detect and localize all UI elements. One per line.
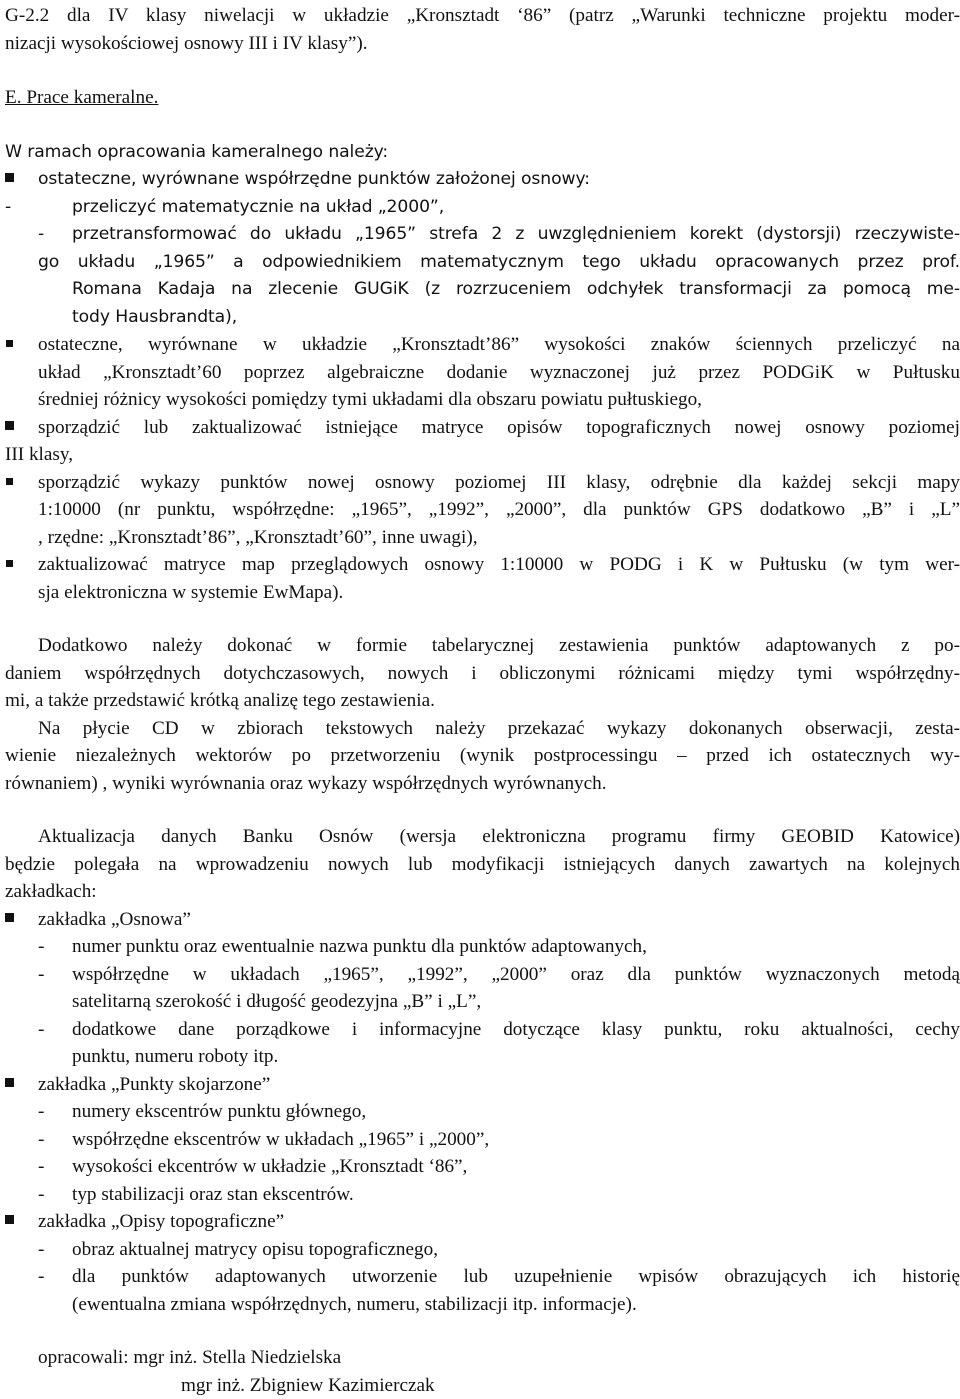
dash-text-line: Romana Kadaja na zlecenie GUGiK (z rozrzuceniem odchyłek transformacji za pomocą me-: [38, 276, 960, 304]
bullet-item: [5, 331, 960, 359]
dash-glyph: -: [5, 194, 11, 222]
dash-glyph: -: [38, 1153, 44, 1181]
dash-text-line: współrzędne w układach „1965”, „1992”, „2000” oraz dla punktów wyznaczonych metodą: [72, 961, 960, 989]
bullet-item: [5, 166, 960, 194]
intro-line-1: G-2.2 dla IV klasy niwelacji w układzie „Kronsztadt ‘86” (patrz „Warunki techniczne projektu moder-: [5, 2, 960, 30]
dash-text-line: dodatkowe dane porządkowe i informacyjne dotyczące klasy punktu, roku aktualności, cechy: [72, 1016, 960, 1044]
bullet-text-line: zaktualizować matryce map przeglądowych osnowy 1:10000 w PODG i K w Pułtusku (w tym wer-: [38, 551, 960, 579]
tab-item-punkty-skojarzone: [5, 1071, 960, 1099]
kameralne-lead: W ramach opracowania kameralnego należy:: [5, 139, 960, 167]
dash-item: [5, 1263, 960, 1318]
bullet-item: [5, 469, 960, 552]
square-bullet-icon: [5, 1078, 14, 1087]
square-bullet-icon: [5, 421, 14, 430]
dash-text: numery ekscentrów punktu głównego,: [72, 1101, 366, 1122]
dash-text-line: satelitarną szerokość i długość geodezyjna „B” i „L”,: [72, 988, 960, 1016]
dash-text: współrzędne ekscentrów w układach „1965” i „2000”,: [72, 1129, 489, 1150]
paragraph-line: mi, a także przedstawić krótką analizę tego zestawienia.: [5, 687, 960, 715]
signature-line-2: mgr inż. Zbigniew Kazimierczak: [5, 1372, 960, 1399]
bullet-text-line: układ „Kronsztadt’60 poprzez algebraiczne dodanie wyznaczonej już przez PODGiK w Pułtusku: [5, 359, 960, 387]
dash-text: obraz aktualnej matrycy opisu topograficznego,: [72, 1239, 438, 1260]
square-bullet-icon: [5, 913, 14, 922]
dash-text-line: punktu, numeru roboty itp.: [72, 1043, 960, 1071]
bullet-text-line: ostateczne, wyrównane w układzie „Kronsztadt’86” wysokości znaków ściennych przeliczyć na: [38, 331, 960, 359]
kameralne-block: [5, 139, 960, 332]
dash-glyph: -: [38, 1016, 44, 1044]
paragraph-line: zakładkach:: [5, 878, 960, 906]
bullet-text-line: sporządzić wykazy punktów nowej osnowy poziomej III klasy, odrębnie dla każdej sekcji mapy: [38, 469, 960, 497]
dash-item: [5, 194, 960, 222]
dash-text-line: tody Hausbrandta),: [38, 304, 960, 332]
dash-text: przeliczyć matematycznie na układ „2000”,: [72, 197, 444, 217]
dash-item: [5, 1126, 960, 1154]
tab-label: zakładka „Osnowa”: [38, 909, 191, 930]
square-bullet-icon: [5, 173, 14, 182]
tab-item-opisy-topograficzne: [5, 1208, 960, 1236]
dash-text-line: go układu „1965” a odpowiednikiem matematycznym tego układu opracowanych przez prof.: [38, 249, 960, 277]
tab-label: zakładka „Punkty skojarzone”: [38, 1074, 270, 1095]
dash-text-line: przetransformować do układu „1965” strefa 2 z uwzględnieniem korekt (dystorsji) rzeczywiste-: [72, 221, 960, 249]
dash-glyph: -: [38, 1098, 44, 1126]
bullet-text-line: III klasy,: [5, 441, 960, 469]
dash-glyph: -: [38, 933, 44, 961]
signature-line-1: opracowali: mgr inż. Stella Niedzielska: [5, 1344, 960, 1372]
dash-continuation: [5, 249, 960, 332]
paragraph-cd: [5, 715, 960, 798]
dash-item: [5, 1181, 960, 1209]
dash-text-line: (ewentualna zmiana współrzędnych, numeru, stabilizacji itp. informacje).: [72, 1291, 960, 1319]
bullet-text-line: 1:10000 (nr punktu, współrzędne: „1965”, „1992”, „2000”, dla punktów GPS dodatkowo „B” i „L”: [38, 496, 960, 524]
dash-glyph: -: [38, 221, 44, 249]
dash-text: typ stabilizacji oraz stan ekscentrów.: [72, 1184, 354, 1205]
bullet-item: [5, 414, 960, 469]
paragraph-line: Na płycie CD w zbiorach tekstowych należy przekazać wykazy dokonanych obserwacji, zesta-: [5, 715, 960, 743]
dash-glyph: -: [38, 1263, 44, 1291]
paragraph-line: wienie niezależnych wektorów po przetworzeniu (wynik postprocessingu – przed ich ostatecznych wy-: [5, 742, 960, 770]
document-page: [5, 2, 960, 1399]
bullet-continuation: [5, 359, 960, 414]
bullet-text-line: średniej różnicy wysokości pomiędzy tymi układami dla obszaru powiatu pułtuskiego,: [5, 386, 960, 414]
dash-item: [5, 933, 960, 961]
section-heading: [5, 84, 960, 112]
dash-item: [5, 1016, 960, 1071]
square-bullet-icon: [6, 560, 13, 567]
square-bullet-icon: [5, 1215, 14, 1224]
dash-item: [5, 1236, 960, 1264]
tab-item-osnowa: [5, 906, 960, 934]
dash-item: [5, 961, 960, 1016]
paragraph-line: daniem współrzędnych dotychczasowych, nowych i obliczonymi różnicami między tymi współrzędny-: [5, 660, 960, 688]
paragraph-line: Dodatkowo należy dokonać w formie tabelarycznej zestawienia punktów adaptowanych z po-: [5, 632, 960, 660]
bullet-text-line: sja elektroniczna w systemie EwMapa).: [38, 579, 960, 607]
dash-glyph: -: [38, 1236, 44, 1264]
dash-text: wysokości ekcentrów w układzie „Kronsztadt ‘86”,: [72, 1156, 467, 1177]
bullet-text-line: , rzędne: „Kronsztadt’86”, „Kronsztadt’60”, inne uwagi),: [38, 524, 960, 552]
dash-glyph: -: [38, 1181, 44, 1209]
dash-item: [5, 221, 960, 249]
paragraph-aktualizacja: [5, 823, 960, 906]
paragraph-dodatkowo: [5, 632, 960, 715]
paragraph-line: równaniem) , wyniki wyrównania oraz wykazy współrzędnych wyrównanych.: [5, 770, 960, 798]
paragraph-line: Aktualizacja danych Banku Osnów (wersja elektroniczna programu firmy GEOBID Katowice): [5, 823, 960, 851]
dash-item: [5, 1098, 960, 1126]
dash-text-line: dla punktów adaptowanych utworzenie lub uzupełnienie wpisów obrazujących ich historię: [72, 1263, 960, 1291]
dash-glyph: -: [38, 1126, 44, 1154]
dash-glyph: -: [38, 961, 44, 989]
intro-line-2: nizacji wysokościowej osnowy III i IV klasy”).: [5, 30, 960, 58]
tab-label: zakładka „Opisy topograficzne”: [38, 1211, 284, 1232]
square-bullet-icon: [6, 340, 13, 347]
bullet-text: ostateczne, wyrównane współrzędne punktów założonej osnowy:: [38, 169, 590, 189]
dash-text: numer punktu oraz ewentualnie nazwa punktu dla punktów adaptowanych,: [72, 936, 647, 957]
section-heading-text: E. Prace kameralne.: [5, 87, 158, 108]
dash-item: [5, 1153, 960, 1181]
paragraph-line: będzie polegała na wprowadzeniu nowych lub modyfikacji istniejących danych zawartych na kolejnych: [5, 851, 960, 879]
square-bullet-icon: [6, 478, 13, 485]
bullet-text-line: sporządzić lub zaktualizować istniejące matryce opisów topograficznych nowej osnowy poziomej: [38, 414, 960, 442]
bullet-item: [5, 551, 960, 606]
